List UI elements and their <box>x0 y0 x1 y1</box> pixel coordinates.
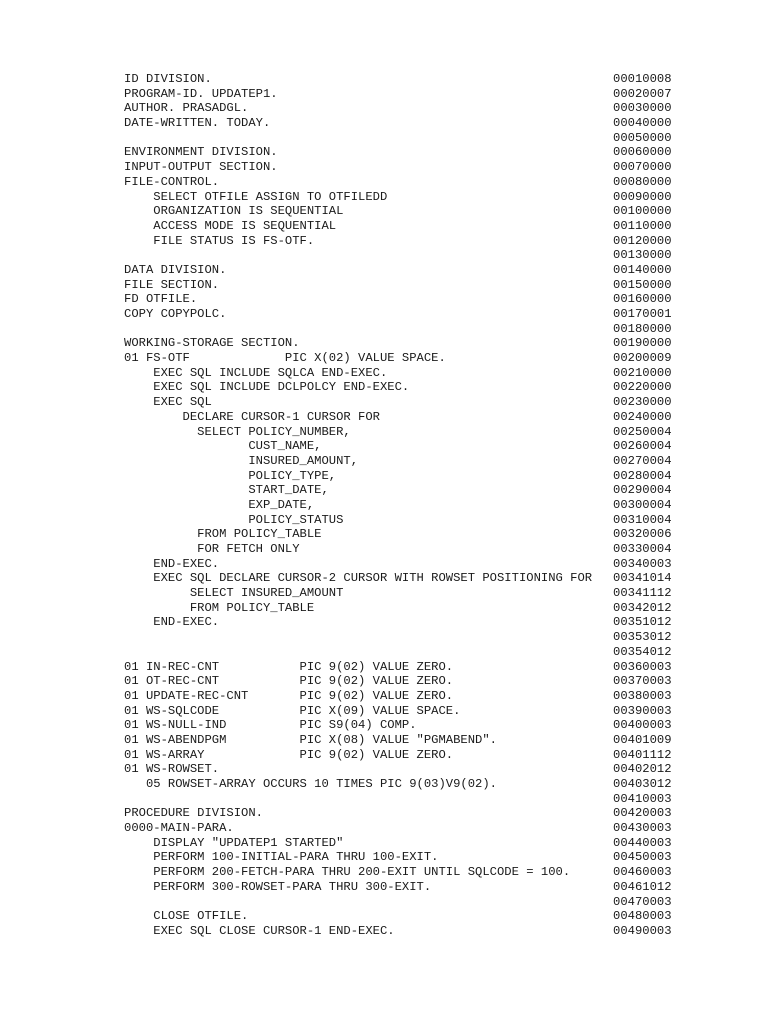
sequence-number: 00270004 <box>613 453 672 468</box>
sequence-number: 00341112 <box>613 586 672 601</box>
code-text: 01 WS-ARRAY PIC 9(02) VALUE ZERO. <box>124 747 454 762</box>
code-line <box>124 821 676 836</box>
code-text: PERFORM 100-INITIAL-PARA THRU 100-EXIT. <box>124 850 439 865</box>
sequence-number: 00210000 <box>613 365 672 380</box>
code-line <box>124 101 676 116</box>
sequence-number: 00420003 <box>613 806 672 821</box>
code-line <box>124 160 676 175</box>
code-text: ENVIRONMENT DIVISION. <box>124 145 278 160</box>
sequence-number: 00110000 <box>613 218 672 233</box>
code-line <box>124 292 676 307</box>
sequence-number: 00380003 <box>613 688 672 703</box>
sequence-number: 00150000 <box>613 277 672 292</box>
sequence-number: 00360003 <box>613 659 672 674</box>
code-text: END-EXEC. <box>124 615 220 630</box>
sequence-number: 00050000 <box>613 130 672 145</box>
sequence-number: 00342012 <box>613 600 672 615</box>
code-line <box>124 748 676 763</box>
code-line <box>124 645 676 660</box>
code-text: INPUT-OUTPUT SECTION. <box>124 160 278 175</box>
sequence-number: 00461012 <box>613 879 672 894</box>
code-line <box>124 131 676 146</box>
code-line <box>124 777 676 792</box>
sequence-number: 00130000 <box>613 248 672 263</box>
code-text: FILE SECTION. <box>124 277 220 292</box>
code-line <box>124 307 676 322</box>
sequence-number: 00220000 <box>613 380 672 395</box>
code-line <box>124 454 676 469</box>
sequence-number: 00330004 <box>613 542 672 556</box>
code-text: 01 WS-SQLCODE PIC X(09) VALUE SPACE. <box>124 703 461 718</box>
code-line <box>124 278 676 293</box>
code-line <box>124 909 676 924</box>
code-line <box>124 704 676 719</box>
cobol-source-listing <box>124 72 676 939</box>
code-text: PERFORM 300-ROWSET-PARA THRU 300-EXIT. <box>124 879 432 894</box>
code-text: DATE-WRITTEN. TODAY. <box>124 116 271 131</box>
code-text: 01 WS-ROWSET. <box>124 762 220 777</box>
code-line <box>124 204 676 219</box>
code-line <box>124 336 676 351</box>
code-line <box>124 806 676 821</box>
code-line <box>124 219 676 234</box>
code-text: FD OTFILE. <box>124 292 198 307</box>
sequence-number: 00410003 <box>613 791 672 806</box>
sequence-number: 00354012 <box>613 644 672 659</box>
code-line <box>124 439 676 454</box>
code-text: DATA DIVISION. <box>124 262 227 277</box>
code-text: ACCESS MODE IS SEQUENTIAL <box>124 218 337 233</box>
code-line <box>124 410 676 425</box>
code-line <box>124 395 676 410</box>
code-text: DISPLAY "UPDATEP1 STARTED" <box>124 835 344 850</box>
sequence-number: 00440003 <box>613 835 672 850</box>
sequence-number: 00010008 <box>613 72 672 86</box>
code-line <box>124 263 676 278</box>
sequence-number: 00320006 <box>613 527 672 542</box>
code-text: PROGRAM-ID. UPDATEP1. <box>124 86 278 101</box>
code-text: FILE STATUS IS FS-OTF. <box>124 233 315 248</box>
code-text: ID DIVISION. <box>124 72 212 86</box>
sequence-number: 00401112 <box>613 747 672 762</box>
sequence-number: 00170001 <box>613 307 672 321</box>
code-line <box>124 234 676 249</box>
sequence-number: 00353012 <box>613 630 672 645</box>
sequence-number: 00340003 <box>613 556 672 571</box>
code-text: 01 UPDATE-REC-CNT PIC 9(02) VALUE ZERO. <box>124 688 454 703</box>
sequence-number: 00290004 <box>613 483 672 498</box>
code-text: EXEC SQL DECLARE CURSOR-2 CURSOR WITH ROWSET POSITIONING FOR <box>124 571 593 586</box>
code-line <box>124 674 676 689</box>
sequence-number: 00080000 <box>613 174 672 189</box>
code-line <box>124 895 676 910</box>
code-line <box>124 527 676 542</box>
code-line <box>124 762 676 777</box>
code-text: FROM POLICY_TABLE <box>124 600 315 615</box>
sequence-number: 00341014 <box>613 571 672 586</box>
code-line <box>124 792 676 807</box>
code-text: SELECT POLICY_NUMBER, <box>124 424 351 439</box>
code-line <box>124 718 676 733</box>
code-text: 01 IN-REC-CNT PIC 9(02) VALUE ZERO. <box>124 659 454 674</box>
code-line <box>124 483 676 498</box>
code-line <box>124 865 676 880</box>
code-text: 01 WS-ABENDPGM PIC X(08) VALUE "PGMABEND". <box>124 732 497 747</box>
sequence-number: 00030000 <box>613 101 672 116</box>
code-line <box>124 116 676 131</box>
sequence-number: 00403012 <box>613 777 672 791</box>
sequence-number: 00450003 <box>613 850 672 865</box>
code-text: 01 OT-REC-CNT PIC 9(02) VALUE ZERO. <box>124 674 454 689</box>
code-text: ORGANIZATION IS SEQUENTIAL <box>124 204 344 219</box>
sequence-number: 00310004 <box>613 512 672 527</box>
sequence-number: 00020007 <box>613 86 672 101</box>
sequence-number: 00400003 <box>613 718 672 733</box>
sequence-number: 00401009 <box>613 732 672 747</box>
sequence-number: 00190000 <box>613 336 672 351</box>
code-text: WORKING-STORAGE SECTION. <box>124 336 300 351</box>
code-text: COPY COPYPOLC. <box>124 307 227 321</box>
code-text: INSURED_AMOUNT, <box>124 453 359 468</box>
sequence-number: 00390003 <box>613 703 672 718</box>
code-text: 0000-MAIN-PARA. <box>124 821 234 836</box>
sequence-number: 00230000 <box>613 395 672 410</box>
code-line <box>124 469 676 484</box>
sequence-number: 00490003 <box>613 923 672 938</box>
code-text: SELECT OTFILE ASSIGN TO OTFILEDD <box>124 189 388 204</box>
code-text: EXEC SQL <box>124 395 212 410</box>
code-text: EXEC SQL CLOSE CURSOR-1 END-EXEC. <box>124 923 395 938</box>
code-text: 05 ROWSET-ARRAY OCCURS 10 TIMES PIC 9(03)V9(02). <box>124 777 497 791</box>
sequence-number: 00120000 <box>613 233 672 248</box>
code-line <box>124 380 676 395</box>
sequence-number: 00250004 <box>613 424 672 439</box>
code-text: EXP_DATE, <box>124 497 315 512</box>
code-text: CUST_NAME, <box>124 439 322 454</box>
code-text: PROCEDURE DIVISION. <box>124 806 263 821</box>
code-text: START_DATE, <box>124 483 329 498</box>
code-line <box>124 351 676 366</box>
code-text: EXEC SQL INCLUDE SQLCA END-EXEC. <box>124 365 388 380</box>
code-text: POLICY_STATUS <box>124 512 344 527</box>
code-line <box>124 601 676 616</box>
sequence-number: 00300004 <box>613 497 672 512</box>
code-line <box>124 542 676 557</box>
code-line <box>124 836 676 851</box>
code-text: FOR FETCH ONLY <box>124 542 300 556</box>
code-text: POLICY_TYPE, <box>124 468 337 483</box>
sequence-number: 00240000 <box>613 409 672 424</box>
code-line <box>124 425 676 440</box>
code-line <box>124 175 676 190</box>
code-text: 01 FS-OTF PIC X(02) VALUE SPACE. <box>124 351 446 366</box>
code-line <box>124 72 676 87</box>
code-line <box>124 145 676 160</box>
code-line <box>124 689 676 704</box>
sequence-number: 00140000 <box>613 262 672 277</box>
sequence-number: 00100000 <box>613 204 672 219</box>
code-line <box>124 557 676 572</box>
code-line <box>124 322 676 337</box>
code-text: 01 WS-NULL-IND PIC S9(04) COMP. <box>124 718 417 733</box>
sequence-number: 00090000 <box>613 189 672 204</box>
code-line <box>124 586 676 601</box>
code-line <box>124 248 676 263</box>
code-text: END-EXEC. <box>124 556 220 571</box>
code-text: FROM POLICY_TABLE <box>124 527 322 542</box>
code-text: SELECT INSURED_AMOUNT <box>124 586 344 601</box>
sequence-number: 00060000 <box>613 145 672 160</box>
code-text: DECLARE CURSOR-1 CURSOR FOR <box>124 409 380 424</box>
code-line <box>124 498 676 513</box>
code-line <box>124 571 676 586</box>
sequence-number: 00260004 <box>613 439 672 454</box>
sequence-number: 00040000 <box>613 116 672 131</box>
sequence-number: 00280004 <box>613 468 672 483</box>
code-line <box>124 880 676 895</box>
code-line <box>124 733 676 748</box>
sequence-number: 00460003 <box>613 865 672 880</box>
code-line <box>124 190 676 205</box>
sequence-number: 00430003 <box>613 821 672 836</box>
sequence-number: 00160000 <box>613 292 672 307</box>
sequence-number: 00480003 <box>613 909 672 924</box>
code-line <box>124 615 676 630</box>
code-line <box>124 850 676 865</box>
sequence-number: 00180000 <box>613 321 672 336</box>
sequence-number: 00200009 <box>613 351 672 366</box>
code-text: PERFORM 200-FETCH-PARA THRU 200-EXIT UNTIL SQLCODE = 100. <box>124 865 571 880</box>
code-line <box>124 630 676 645</box>
code-line <box>124 366 676 381</box>
code-text: FILE-CONTROL. <box>124 174 220 189</box>
sequence-number: 00351012 <box>613 615 672 630</box>
code-text: EXEC SQL INCLUDE DCLPOLCY END-EXEC. <box>124 380 410 395</box>
sequence-number: 00370003 <box>613 674 672 689</box>
code-line <box>124 513 676 528</box>
code-line <box>124 87 676 102</box>
sequence-number: 00470003 <box>613 894 672 909</box>
code-text: CLOSE OTFILE. <box>124 909 249 924</box>
code-line <box>124 660 676 675</box>
code-line <box>124 924 676 939</box>
sequence-number: 00402012 <box>613 762 672 777</box>
code-text: AUTHOR. PRASADGL. <box>124 101 249 116</box>
sequence-number: 00070000 <box>613 160 672 175</box>
